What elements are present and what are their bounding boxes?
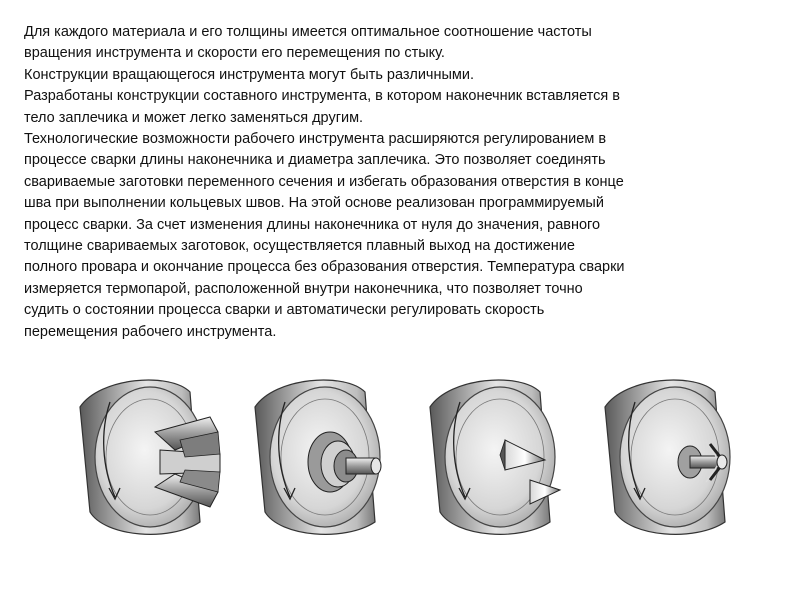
tool-4 [605,380,730,534]
tool-illustrations-svg [60,362,770,547]
text-line: Для каждого материала и его толщины имеется оптимальное соотношение частоты [24,24,592,40]
text-line: судить о состоянии процесса сварки и автоматически регулировать скорость [24,302,545,319]
text-line: свариваемые заготовки переменного сечения и избегать образования отверстия в конце [24,173,624,190]
text-line: тело заплечика и может легко заменяться другим. [24,109,364,126]
tool-illustrations [60,362,770,547]
text-line: Конструкции вращающегося инструмента могут быть различными. [24,66,475,83]
tool-1 [80,380,220,534]
text-line: перемещения рабочего инструмента. [24,323,277,340]
text-line: шва при выполнении кольцевых швов. На этой основе реализован программируемый [24,195,604,212]
text-line: процессе сварки длины наконечника и диаметра заплечика. Это позволяет соединять [24,152,606,169]
text-line: толщине свариваемых заготовок, осуществляется плавный выход на достижение [24,238,575,255]
text-line: полного провара и окончание процесса без образования отверстия. Температура сварки [24,259,625,276]
text-line: процесс сварки. За счет изменения длины наконечника от нуля до значения, равного [24,216,601,233]
text-line: Технологические возможности рабочего инструмента расширяются регулированием в [24,131,607,148]
text-line: Разработаны конструкции составного инструмента, в котором наконечник вставляется в [24,88,620,105]
tool-3 [430,380,560,534]
text-line: вращения инструмента и скорости его перемещения по стыку. [24,45,445,62]
text-line: измеряется термопарой, расположенной внутри наконечника, что позволяет точно [24,280,583,297]
description-text [24,22,776,343]
tool-2 [255,380,381,534]
